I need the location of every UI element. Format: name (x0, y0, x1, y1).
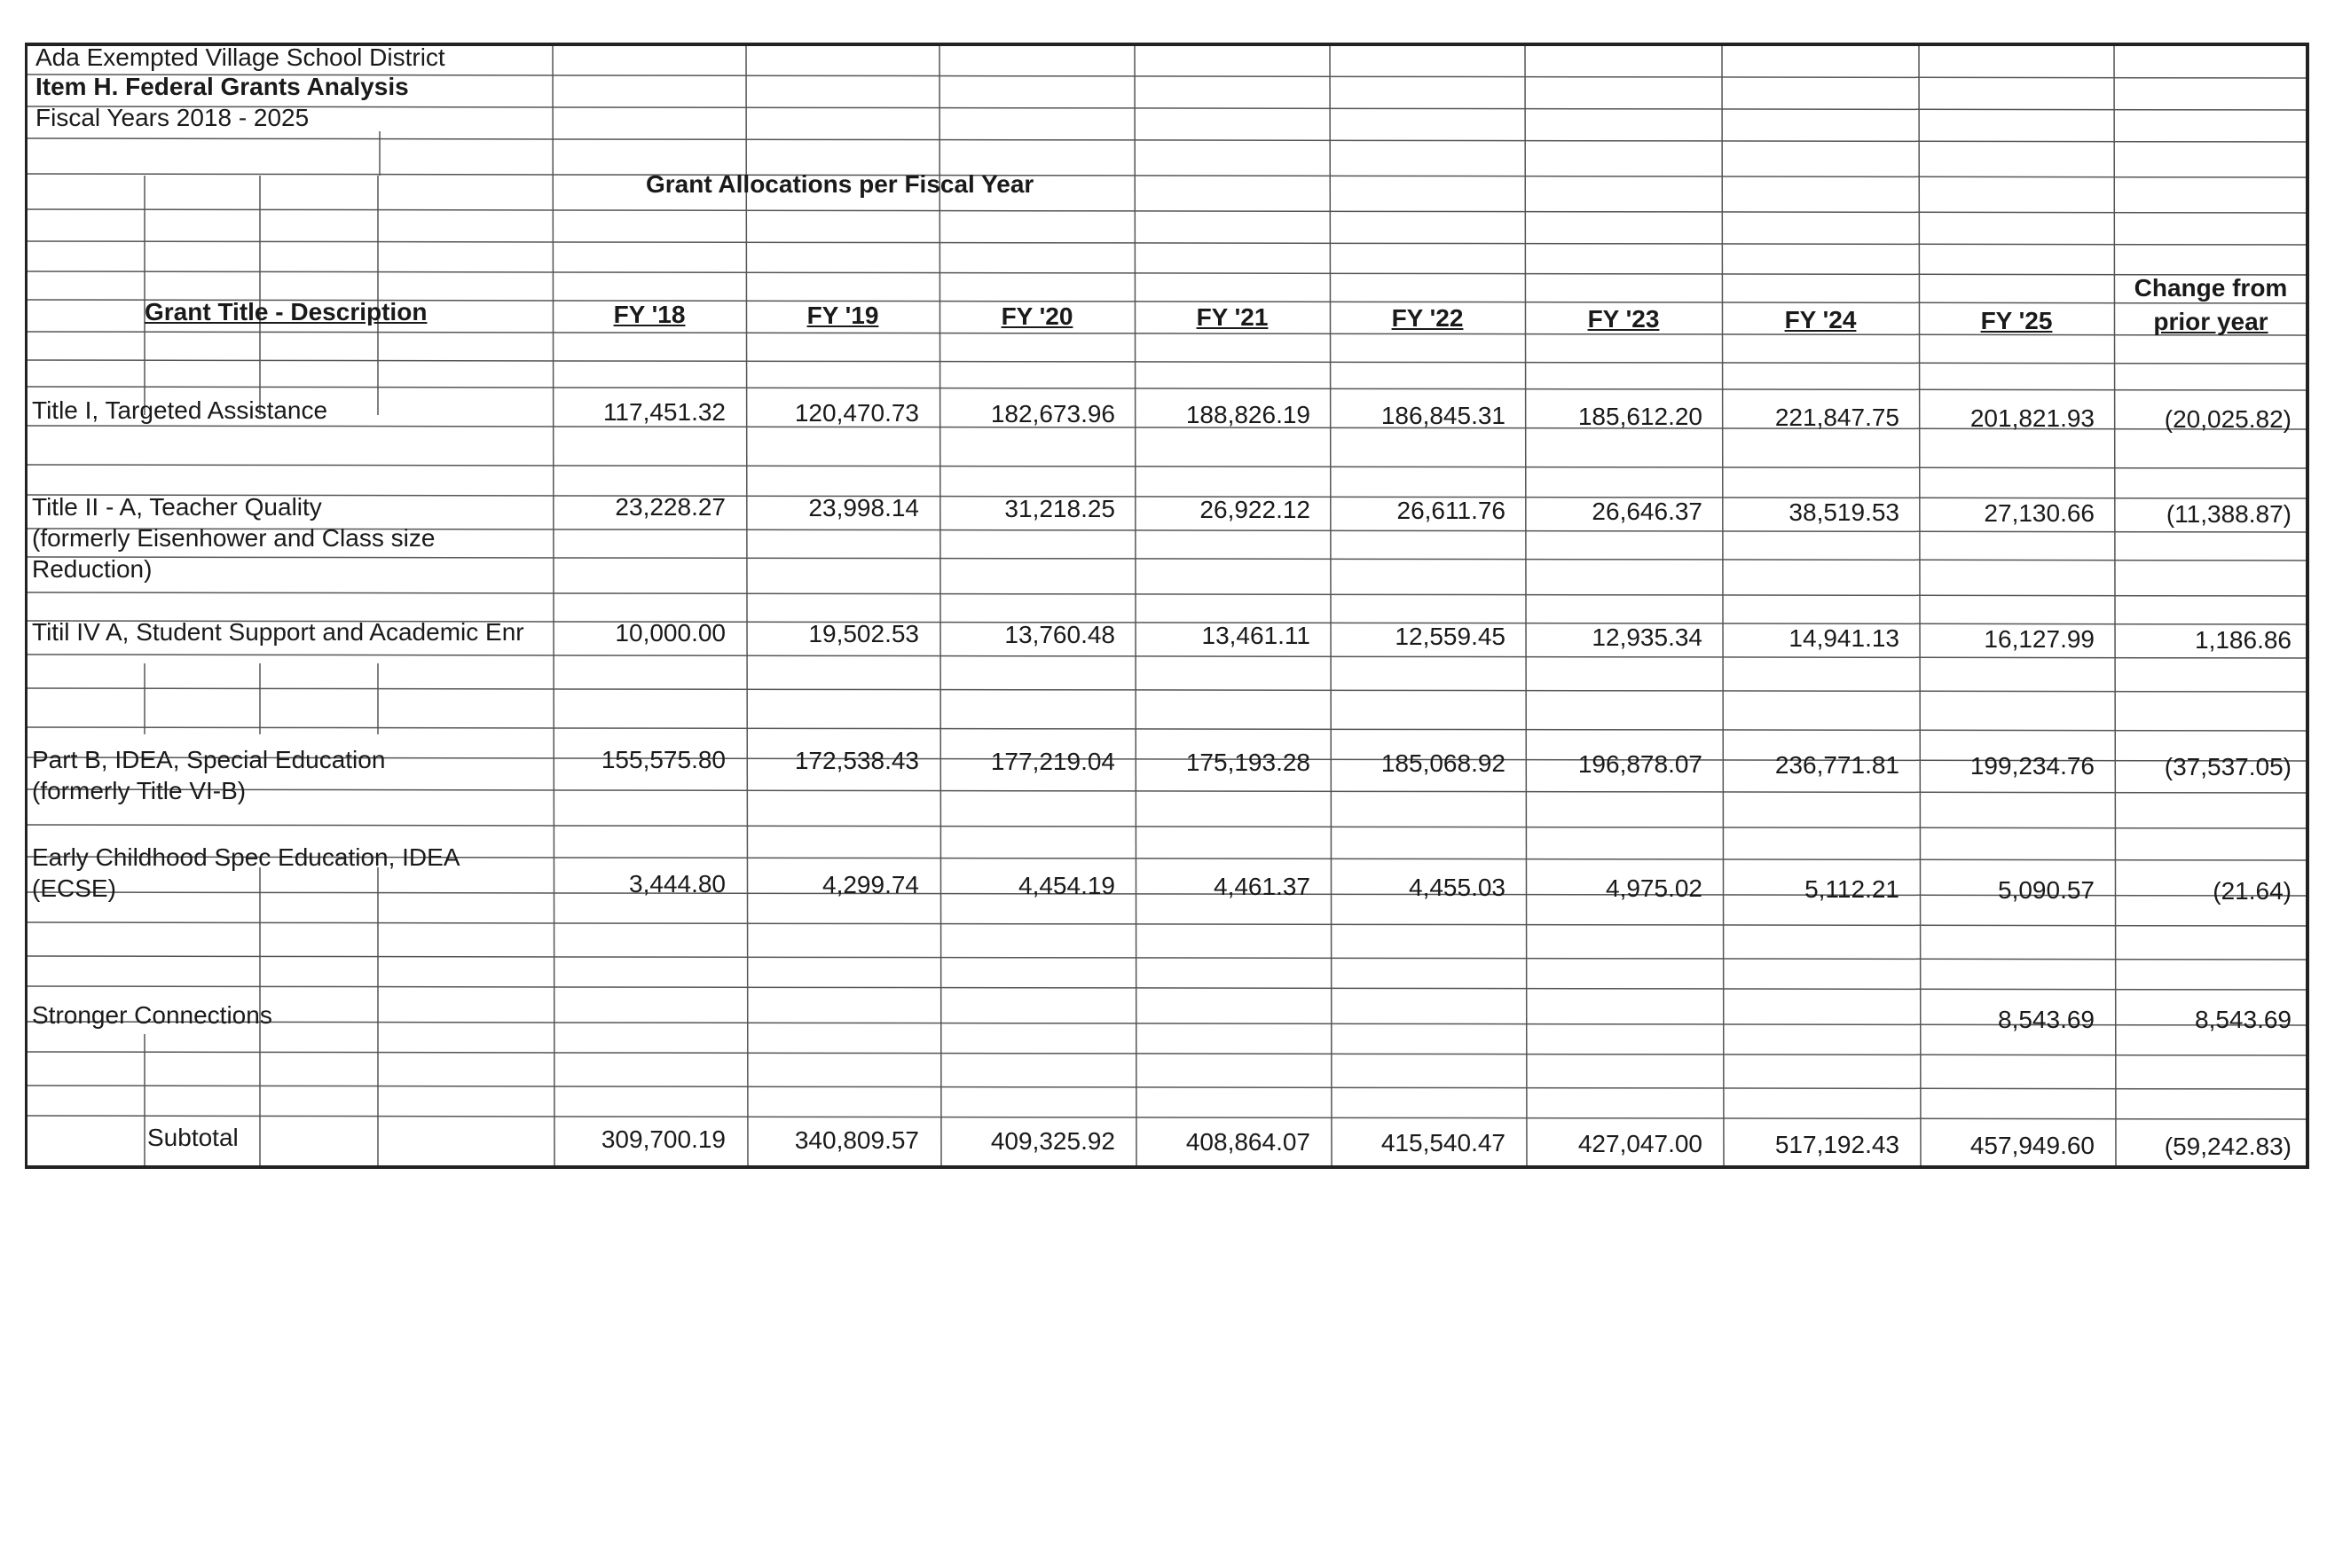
grant-value-fy23: 4,975.02 (1606, 874, 1702, 902)
grant-value-fy24: 38,519.53 (1788, 498, 1899, 526)
grant-value-fy25: 8,543.69 (1998, 1006, 2095, 1033)
grant-value-fy25: 5,090.57 (1998, 876, 2095, 904)
change-header-line2: prior year (2153, 308, 2268, 335)
subtotal-value-fy22: 415,540.47 (1380, 1129, 1505, 1156)
change-header-line1: Change from (2134, 274, 2288, 302)
grant-value-fy21: 175,193.28 (1185, 749, 1310, 776)
grant-value-fy19: 120,470.73 (794, 399, 919, 427)
grant-title: Titil IV A, Student Support and Academic Enr (32, 618, 524, 646)
grant-value-fy25: 27,130.66 (1984, 499, 2095, 527)
grant-value-fy18: 23,228.27 (615, 493, 726, 521)
grant-title: Stronger Connections (32, 1001, 272, 1029)
grant-value-fy20: 177,219.04 (990, 748, 1115, 775)
grant-value-fy23: 185,612.20 (1577, 403, 1702, 430)
grants-spreadsheet (25, 43, 2310, 1171)
subtotal-label: Subtotal (147, 1124, 239, 1151)
grant-value-fy18: 155,575.80 (601, 746, 726, 773)
subtotal-value-fy18: 309,700.19 (601, 1125, 726, 1153)
grant-value-fy22: 185,068.92 (1380, 749, 1505, 777)
year-header-fy20: FY '20 (1001, 302, 1073, 330)
grant-change: (37,537.05) (2164, 753, 2292, 780)
grant-value-fy18: 10,000.00 (615, 619, 726, 647)
grant-value-fy23: 196,878.07 (1577, 750, 1702, 778)
grant-value-fy22: 4,455.03 (1409, 874, 1505, 901)
subtotal-value-fy20: 409,325.92 (990, 1127, 1115, 1155)
report-title: Item H. Federal Grants Analysis (35, 73, 409, 100)
grant-value-fy21: 13,461.11 (1201, 622, 1310, 649)
grant-value-fy19: 23,998.14 (808, 494, 919, 521)
grant-note: (formerly Title VI-B) (32, 777, 247, 804)
grant-title: Title I, Targeted Assistance (32, 396, 328, 424)
grant-change: (21.64) (2213, 877, 2292, 905)
grant-value-fy19: 4,299.74 (822, 871, 919, 898)
subtotal-value-fy24: 517,192.43 (1774, 1131, 1899, 1158)
subtotal-value-fy21: 408,864.07 (1185, 1128, 1310, 1156)
grant-note: (ECSE) (32, 874, 116, 902)
spreadsheet-gridlines (25, 43, 2310, 1171)
grant-value-fy25: 199,234.76 (1969, 752, 2095, 780)
grant-change: (20,025.82) (2164, 405, 2292, 433)
year-header-fy19: FY '19 (806, 302, 879, 329)
grant-value-fy23: 12,935.34 (1592, 623, 1702, 651)
grant-value-fy25: 16,127.99 (1984, 625, 2095, 653)
grant-value-fy18: 117,451.32 (602, 398, 726, 426)
subtotal-value-fy23: 427,047.00 (1577, 1130, 1702, 1157)
year-header-fy25: FY '25 (1980, 307, 2053, 334)
grant-value-fy22: 12,559.45 (1395, 623, 1505, 650)
year-header-fy24: FY '24 (1784, 306, 1857, 333)
fiscal-year-range: Fiscal Years 2018 - 2025 (35, 104, 310, 131)
year-header-fy23: FY '23 (1587, 305, 1660, 333)
section-heading: Grant Allocations per Fiscal Year (646, 170, 1034, 198)
subtotal-change: (59,242.83) (2164, 1133, 2292, 1160)
grant-value-fy24: 236,771.81 (1774, 751, 1899, 779)
grant-change: 1,186.86 (2195, 626, 2292, 654)
grant-value-fy24: 221,847.75 (1774, 404, 1899, 431)
grant-title: Early Childhood Spec Education, IDEA (32, 843, 460, 871)
grant-value-fy22: 26,611.76 (1396, 497, 1505, 524)
grant-value-fy25: 201,821.93 (1969, 404, 2095, 432)
grant-value-fy20: 13,760.48 (1004, 621, 1115, 648)
subtotal-value-fy25: 457,949.60 (1969, 1132, 2095, 1159)
subtotal-value-fy19: 340,809.57 (794, 1126, 919, 1154)
year-header-fy18: FY '18 (613, 301, 686, 328)
grant-note: (formerly Eisenhower and Class size (32, 524, 436, 552)
grant-value-fy21: 188,826.19 (1185, 401, 1310, 428)
grant-value-fy22: 186,845.31 (1380, 402, 1505, 429)
grant-change: 8,543.69 (2195, 1006, 2292, 1033)
grant-title: Title II - A, Teacher Quality (32, 493, 322, 521)
grant-value-fy21: 4,461.37 (1214, 873, 1310, 900)
district-name: Ada Exempted Village School District (35, 43, 445, 71)
grant-value-fy20: 31,218.25 (1004, 495, 1115, 522)
year-header-fy21: FY '21 (1196, 303, 1269, 331)
grant-title: Part B, IDEA, Special Education (32, 746, 386, 773)
grant-value-fy20: 4,454.19 (1018, 872, 1115, 899)
grant-value-fy19: 172,538.43 (794, 747, 919, 774)
year-header-fy22: FY '22 (1391, 304, 1464, 332)
description-column-header: Grant Title - Description (145, 298, 428, 325)
grant-change: (11,388.87) (2166, 500, 2292, 528)
grant-value-fy24: 14,941.13 (1788, 624, 1899, 652)
grant-value-fy21: 26,922.12 (1199, 496, 1310, 523)
grant-note: Reduction) (32, 555, 153, 583)
grant-value-fy20: 182,673.96 (990, 400, 1115, 427)
grant-value-fy24: 5,112.21 (1804, 875, 1899, 903)
grant-value-fy19: 19,502.53 (808, 620, 919, 647)
grant-value-fy18: 3,444.80 (629, 870, 726, 898)
grant-value-fy23: 26,646.37 (1592, 498, 1702, 525)
